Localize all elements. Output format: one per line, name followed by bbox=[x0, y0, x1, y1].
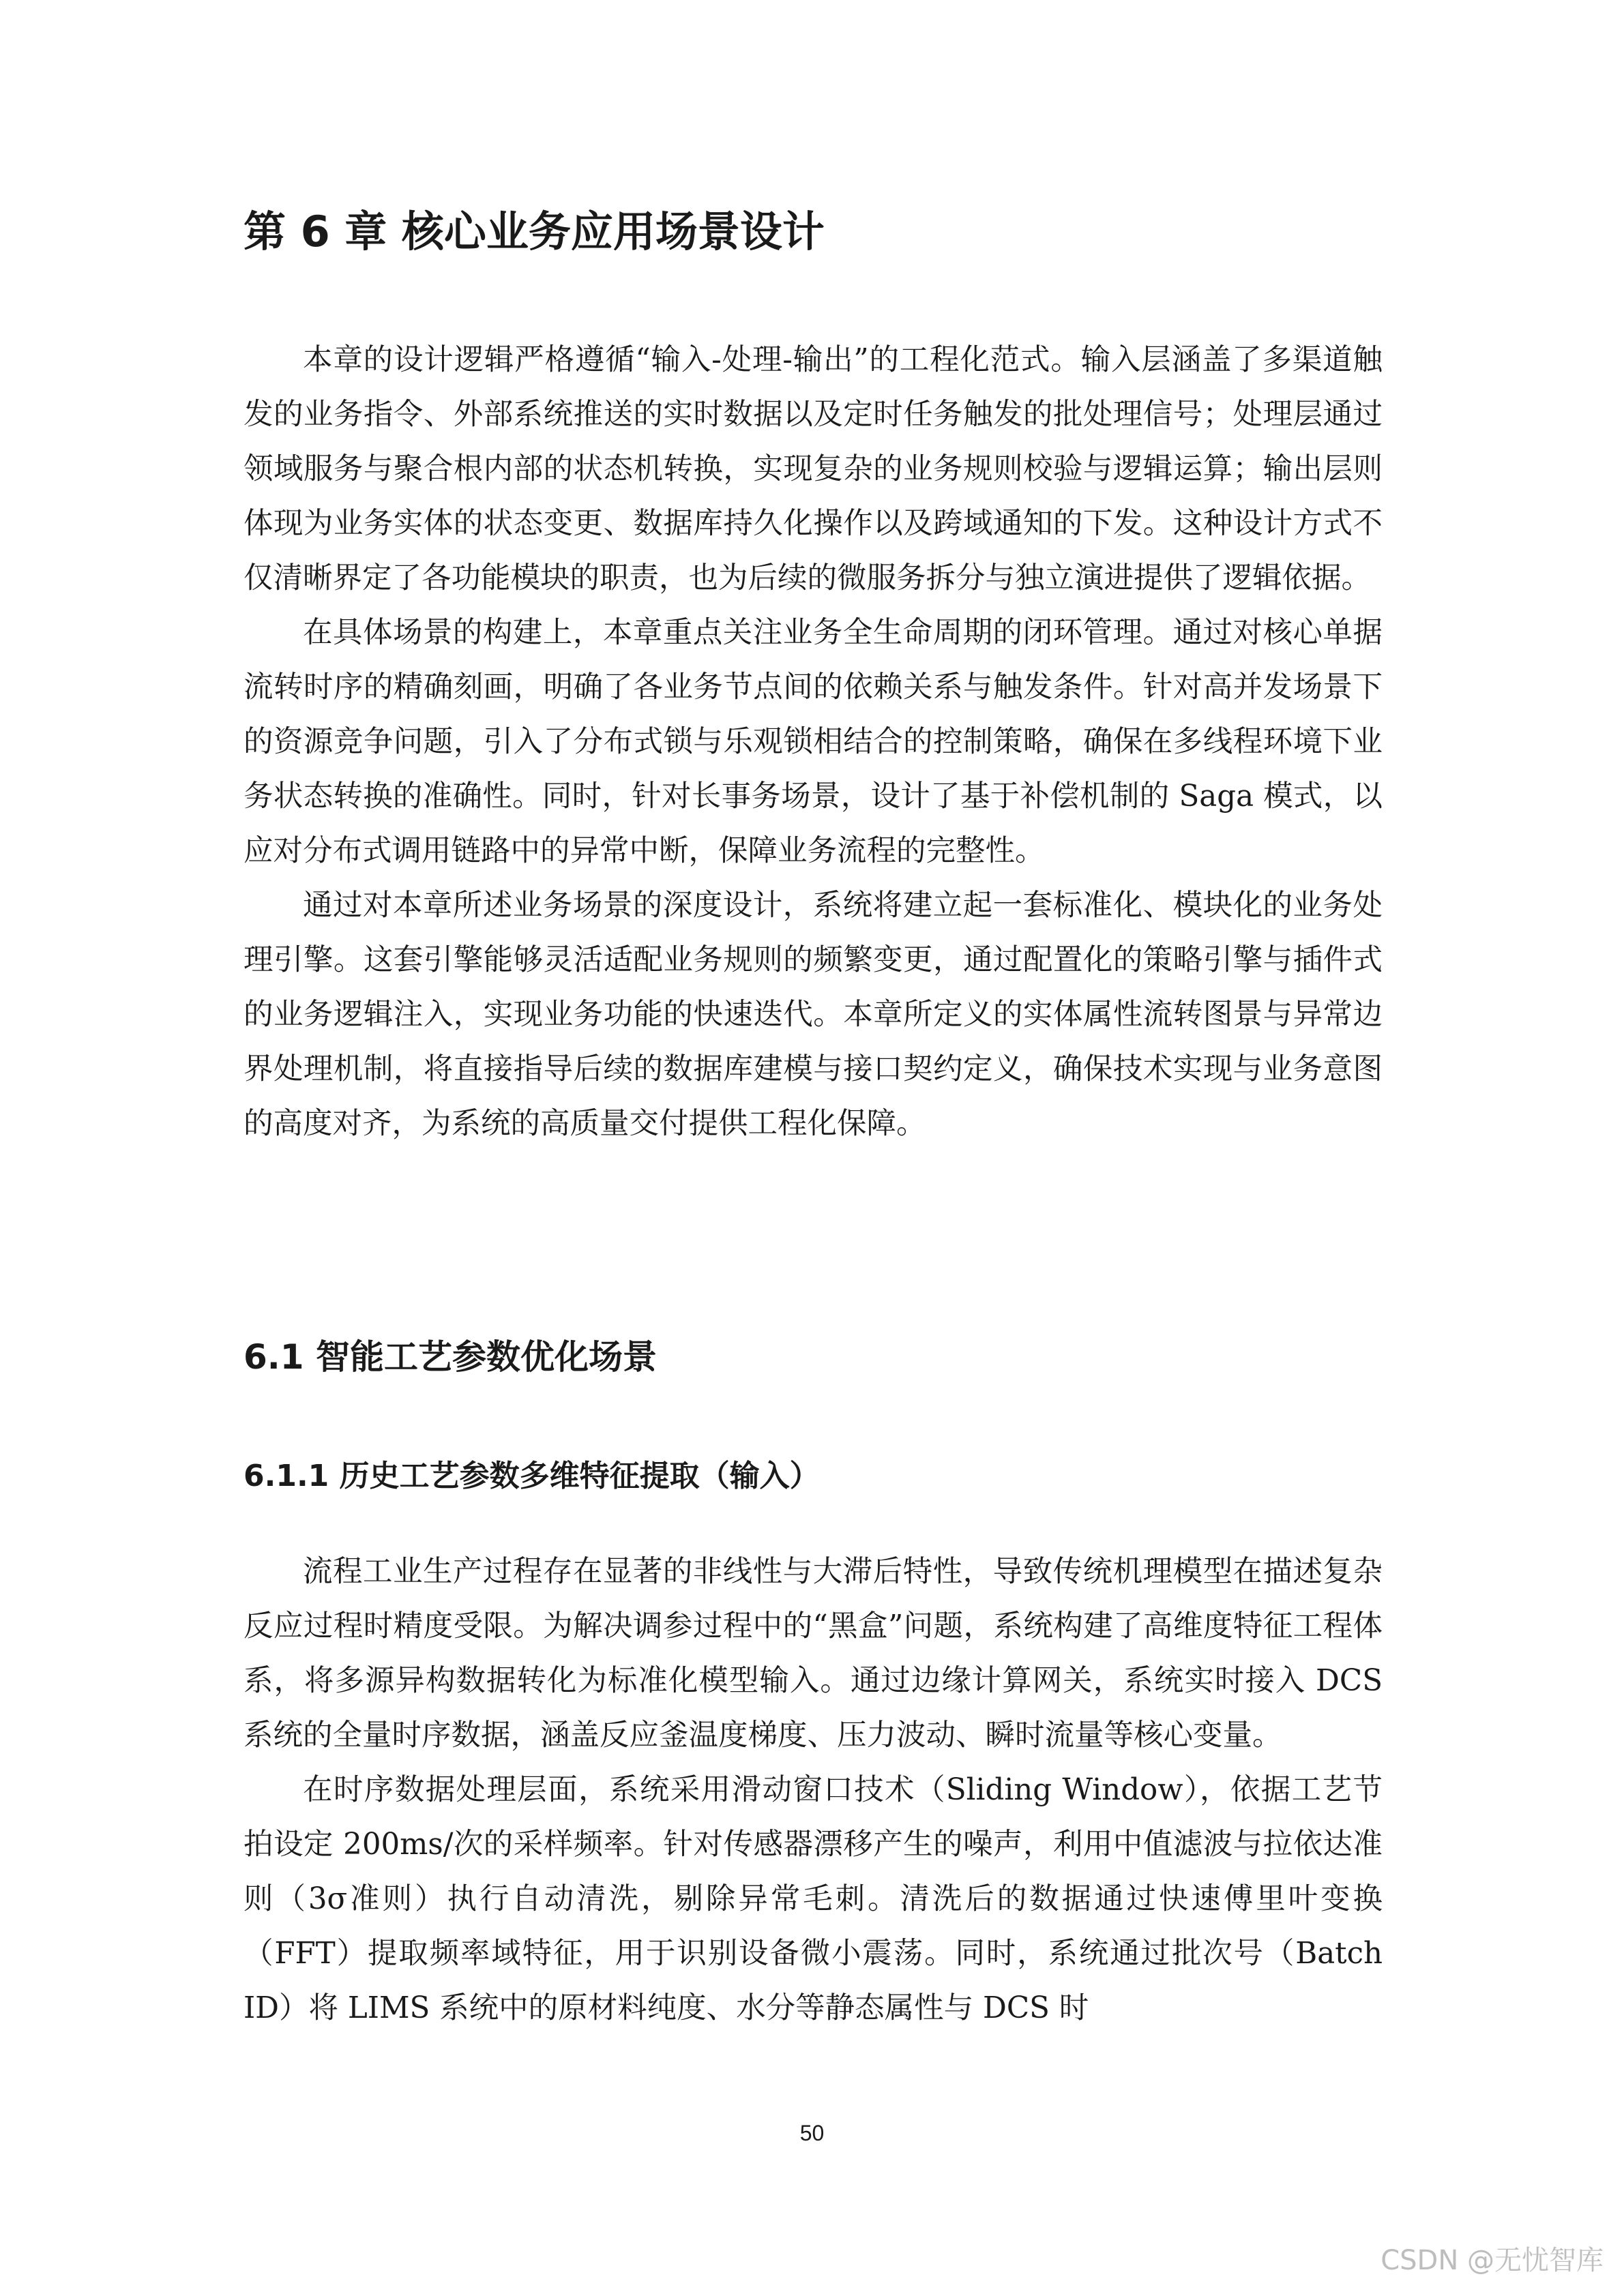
subsection-title: 6.1.1 历史工艺参数多维特征提取（输入） bbox=[243, 1459, 820, 1493]
intro-paragraph-3: 通过对本章所述业务场景的深度设计，系统将建立起一套标准化、模块化的业务处理引擎。这套引擎能够灵活适配业务规则的频繁变更，通过配置化的策略引擎与插件式的业务逻辑注入，实现业务功能的快速迭代。本章所定义的实体属性流转图景与异常边界处理机制，将直接指导后续的数据库建模与接口契约定义，确保技术实现与业务意图的高度对齐，为系统的高质量交付提供工程化保障。 bbox=[243, 889, 1383, 1141]
subsection-paragraph-1: 流程工业生产过程存在显著的非线性与大滞后特性，导致传统机理模型在描述复杂反应过程时精度受限。为解决调参过程中的“黑盒”问题，系统构建了高维度特征工程体系，将多源异构数据转化为标准化模型输入。通过边缘计算网关，系统实时接入 DCS 系统的全量时序数据，涵盖反应釜温度梯度、压力波动、瞬时流量等核心变量。 bbox=[243, 1555, 1383, 1753]
subsection-paragraph-2: 在时序数据处理层面，系统采用滑动窗口技术（Sliding Window），依据工艺节拍设定 200ms/次的采样频率。针对传感器漂移产生的噪声，利用中值滤波与拉依达准则（3σ准则）执行自动清洗，剔除异常毛刺。清洗后的数据通过快速傅里叶变换（FFT）提取频率域特征，用于识别设备微小震荡。同时，系统通过批次号（Batch ID）将 LIMS 系统中的原材料纯度、水分等静态属性与 DCS 时 bbox=[243, 1773, 1383, 2025]
csdn-watermark: CSDN @无忧智库 bbox=[1381, 2245, 1604, 2276]
page-number: 50 bbox=[799, 2121, 825, 2145]
intro-paragraph-2: 在具体场景的构建上，本章重点关注业务全生命周期的闭环管理。通过对核心单据流转时序的精确刻画，明确了各业务节点间的依赖关系与触发条件。针对高并发场景下的资源竞争问题，引入了分布式锁与乐观锁相结合的控制策略，确保在多线程环境下业务状态转换的准确性。同时，针对长事务场景，设计了基于补偿机制的 Saga 模式，以应对分布式调用链路中的异常中断，保障业务流程的完整性。 bbox=[243, 616, 1383, 868]
chapter-title: 第 6 章 核心业务应用场景设计 bbox=[243, 207, 825, 256]
subsection-body bbox=[243, 1545, 1383, 2036]
intro-paragraph-1: 本章的设计逻辑严格遵循“输入-处理-输出”的工程化范式。输入层涵盖了多渠道触发的业务指令、外部系统推送的实时数据以及定时任务触发的批处理信号；处理层通过领域服务与聚合根内部的状态机转换，实现复杂的业务规则校验与逻辑运算；输出层则体现为业务实体的状态变更、数据库持久化操作以及跨域通知的下发。这种设计方式不仅清晰界定了各功能模块的职责，也为后续的微服务拆分与独立演进提供了逻辑依据。 bbox=[243, 343, 1383, 595]
section-title: 6.1 智能工艺参数优化场景 bbox=[243, 1337, 657, 1377]
chapter-intro bbox=[243, 333, 1383, 1151]
